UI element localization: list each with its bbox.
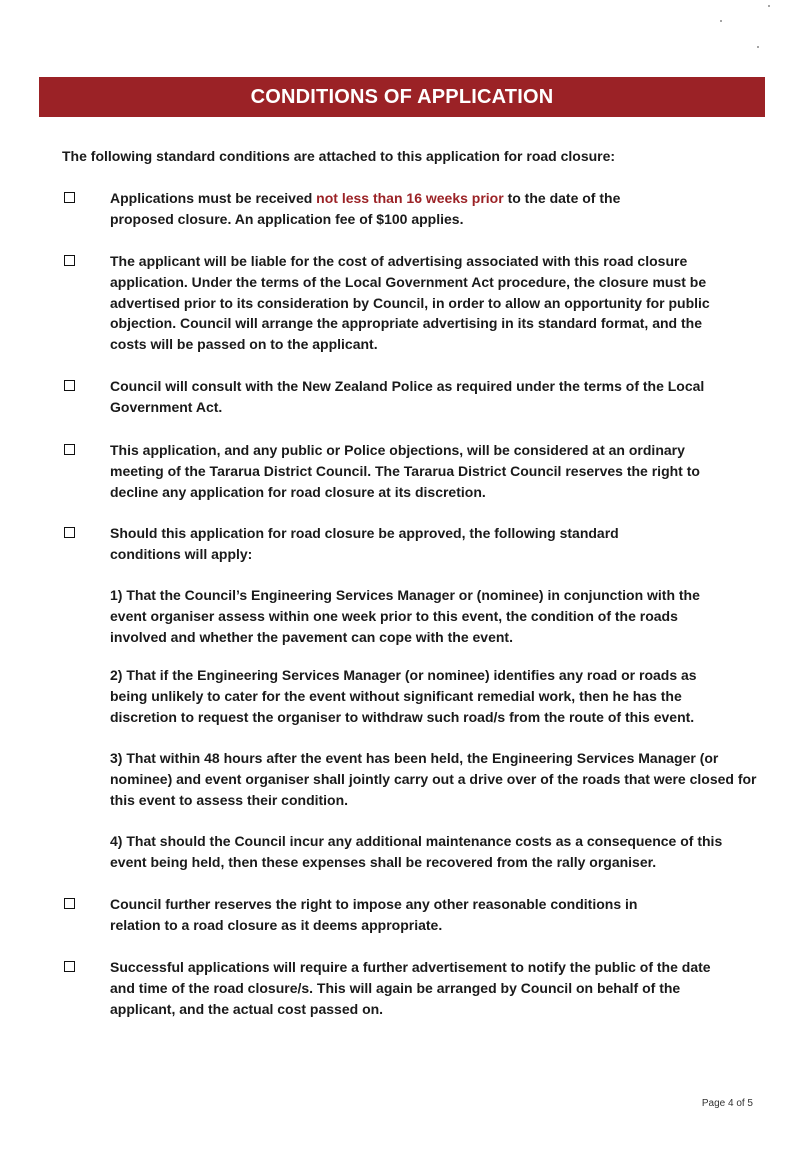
condition-text: Applications must be received not less than 16 weeks prior to the date of the proposed closure. An application fee of $100 applies. xyxy=(110,190,621,227)
sub-condition: 2) That if the Engineering Services Manager (or nominee) identifies any road or roads as being unlikely to cater for the event without significant remedial work, then he has the discretion to request the organiser to withdraw such road/s from the route of this event. xyxy=(110,667,697,725)
condition-checkbox[interactable] xyxy=(64,380,75,391)
condition-checkbox[interactable] xyxy=(64,444,75,455)
title-banner xyxy=(39,77,765,117)
condition-text: Council further reserves the right to impose any other reasonable conditions in relation to a road closure as it deems appropriate. xyxy=(110,896,638,933)
deadline-highlight: not less than 16 weeks prior xyxy=(316,190,504,206)
condition-text: Successful applications will require a further advertisement to notify the public of the date and time of the road closure/s. This will again be arranged by Council on behalf of the applicant, and the actual cost passed on. xyxy=(110,959,711,1017)
page-title: CONDITIONS OF APPLICATION xyxy=(250,85,554,108)
condition-text: The applicant will be liable for the cost of advertising associated with this road closure application. Under the terms of the Local Government Act procedure, the closure must be advertised prior to its consideration by Council, in order to allow an opportunity for public objection. Council will arrange the appropriate advertising in its standard format, and the costs will be passed on to the applicant. xyxy=(110,253,710,353)
sub-condition: 3) That within 48 hours after the event has been held, the Engineering Services Manager (or nominee) and event organiser shall jointly carry out a drive over of the roads that were closed for this event to assess their condition. xyxy=(110,750,757,808)
condition-checkbox[interactable] xyxy=(64,527,75,538)
condition-text: This application, and any public or Police objections, will be considered at an ordinary meeting of the Tararua District Council. The Tararua District Council reserves the right to decline any application for road closure at its discretion. xyxy=(110,442,700,500)
scan-speck xyxy=(757,46,759,48)
condition-checkbox[interactable] xyxy=(64,255,75,266)
condition-text: Should this application for road closure be approved, the following standard conditions will apply: xyxy=(110,525,619,562)
page-number: Page 4 of 5 xyxy=(701,1098,753,1109)
condition-checkbox[interactable] xyxy=(64,898,75,909)
scan-speck xyxy=(720,20,722,22)
scan-speck xyxy=(768,5,770,7)
condition-text: Council will consult with the New Zealand Police as required under the terms of the Local Government Act. xyxy=(110,378,705,415)
condition-checkbox[interactable] xyxy=(64,192,75,203)
sub-condition: 1) That the Council’s Engineering Services Manager or (nominee) in conjunction with the event organiser assess within one week prior to this event, the condition of the roads involved and whether the pavement can cope with the event. xyxy=(110,587,700,645)
sub-condition: 4) That should the Council incur any additional maintenance costs as a consequence of this event being held, then these expenses shall be recovered from the rally organiser. xyxy=(110,833,723,870)
intro-text: The following standard conditions are attached to this application for road closure: xyxy=(62,148,616,164)
condition-checkbox[interactable] xyxy=(64,961,75,972)
